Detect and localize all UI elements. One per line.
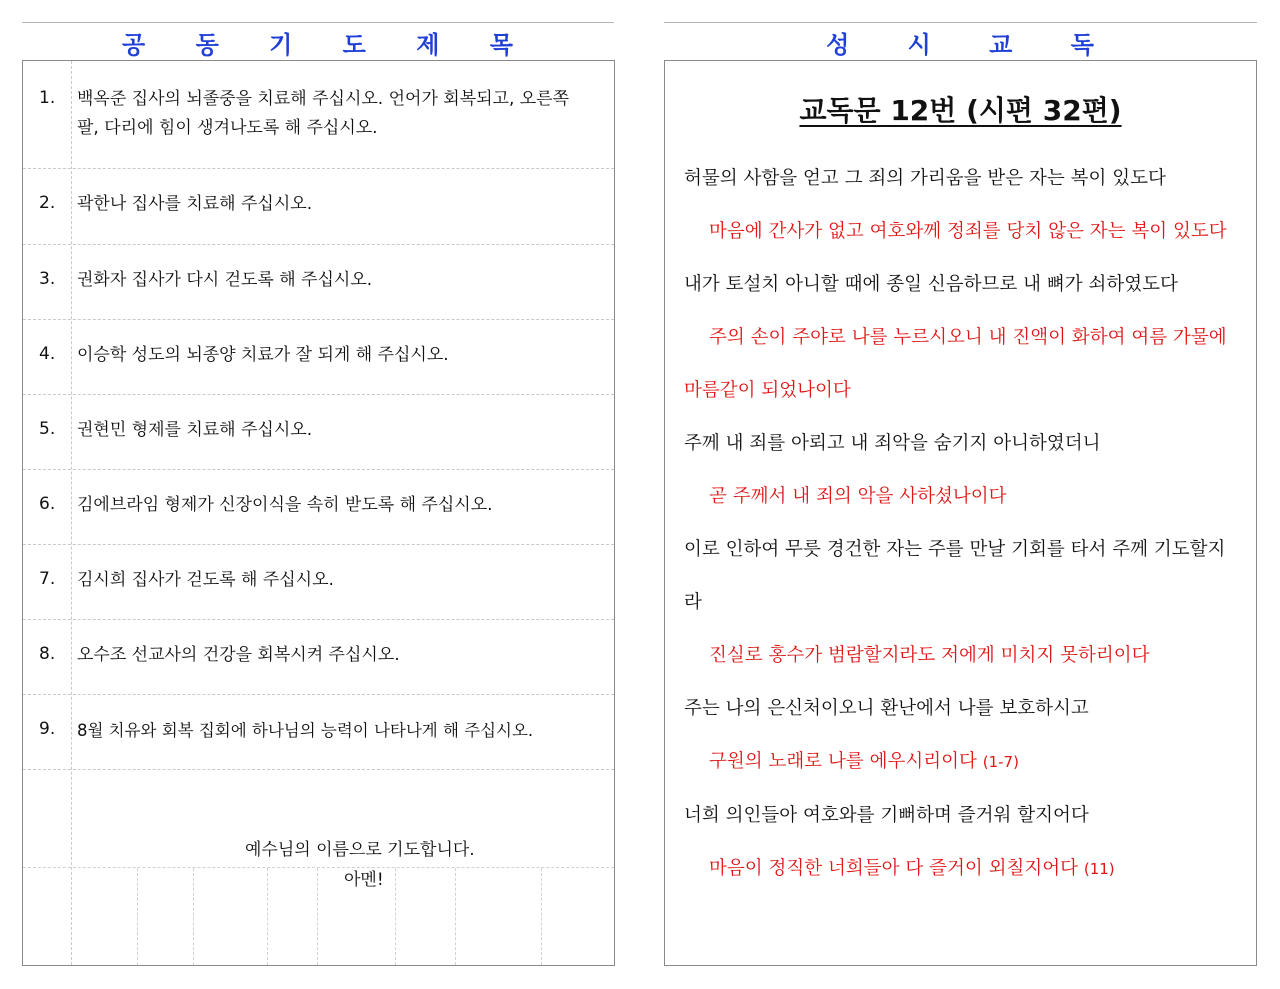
reading-title: [665, 89, 1256, 129]
verse-text: 내가 토설치 아니할 때에 종일 신음하므로 내 뼈가 쇠하였도다: [684, 274, 1178, 295]
amen-text: 아멘!: [344, 870, 384, 890]
responsive-reading: [684, 152, 1238, 896]
prayer-item-number: 7.: [39, 569, 56, 589]
verse-text: 주의 손이 주야로 나를 누르시오니 내 진액이 화하여 여름 가물에 마름같이 되었나이다: [684, 327, 1227, 401]
verse-text: 마음에 간사가 없고 여호와께 정죄를 당치 않은 자는 복이 있도다: [709, 221, 1227, 242]
verse-leader: [684, 789, 1238, 842]
prayer-item: [23, 395, 614, 470]
prayer-item-text: 김에브라임 형제가 신장이식을 속히 받도록 해 주십시오.: [77, 495, 493, 515]
verse-text: 이로 인하여 무릇 경건한 자는 주를 만날 기회를 타서 주께 기도할지라: [684, 539, 1226, 613]
prayer-item: [23, 620, 614, 695]
prayer-item-number: 9.: [39, 719, 56, 739]
reading-header: [664, 22, 1257, 59]
verse-congregation: [684, 735, 1238, 789]
prayer-item-text: 권현민 형제를 치료해 주십시오.: [77, 420, 313, 440]
verse-congregation: [684, 470, 1238, 523]
closing-prayer: [245, 835, 545, 895]
prayer-item: [23, 168, 614, 245]
prayer-item-text: 권화자 집사가 다시 걷도록 해 주십시오.: [77, 270, 373, 290]
prayer-item-text: 오수조 선교사의 건강을 회복시켜 주십시오.: [77, 645, 400, 665]
prayer-item-number: 8.: [39, 644, 56, 664]
prayer-item-number: 3.: [39, 269, 56, 289]
prayer-list-box: [22, 60, 615, 966]
verse-congregation: [684, 205, 1238, 258]
verse-text: 너희 의인들아 여호와를 기뻐하며 즐거워 할지어다: [684, 805, 1089, 826]
prayer-item: [23, 545, 614, 620]
verse-reference: (1-7): [982, 753, 1019, 771]
verse-congregation: [684, 311, 1238, 417]
grid-line: [137, 868, 138, 965]
verse-text: 주는 나의 은신처이오니 환난에서 나를 보호하시고: [684, 698, 1089, 719]
prayer-item-text: 김시희 집사가 걷도록 해 주십시오.: [77, 570, 334, 590]
verse-leader: [684, 523, 1238, 629]
prayer-item: [23, 470, 614, 545]
verse-text: 마음이 정직한 너희들아 다 즐거이 외칠지어다: [709, 858, 1078, 879]
verse-reference: (11): [1083, 860, 1115, 878]
prayer-item-number: 1.: [39, 88, 56, 108]
reading-box: [664, 60, 1257, 966]
verse-leader: [684, 682, 1238, 735]
closing-text: 예수님의 이름으로 기도합니다.: [245, 840, 475, 860]
verse-congregation: [684, 842, 1238, 896]
reading-title-text: 교독문 12번 (시편 32편): [799, 94, 1122, 127]
verse-text: 주께 내 죄를 아뢰고 내 죄악을 숨기지 아니하였더니: [684, 433, 1101, 454]
prayer-header: [22, 22, 614, 59]
verse-text: 허물의 사함을 얻고 그 죄의 가리움을 받은 자는 복이 있도다: [684, 168, 1166, 189]
prayer-item-text: 백옥준 집사의 뇌졸중을 치료해 주십시오. 언어가 회복되고, 오른쪽 팔, 다리에 힘이 생겨나도록 해 주십시오.: [77, 89, 570, 138]
prayer-item: [23, 320, 614, 395]
verse-text: 구원의 노래로 나를 에우시리이다: [709, 751, 977, 772]
verse-leader: [684, 258, 1238, 311]
prayer-item: [23, 695, 614, 770]
verse-leader: [684, 417, 1238, 470]
verse-text: 곧 주께서 내 죄의 악을 사하셨나이다: [709, 486, 1007, 507]
prayer-item-number: 4.: [39, 344, 56, 364]
prayer-item-text: 이승학 성도의 뇌종양 치료가 잘 되게 해 주십시오.: [77, 345, 449, 365]
prayer-header-title: 공 동 기 도 제 목: [122, 31, 514, 59]
verse-text: 진실로 홍수가 범람할지라도 저에게 미치지 못하리이다: [709, 645, 1150, 666]
prayer-item-number: 2.: [39, 193, 56, 213]
verse-congregation: [684, 629, 1238, 682]
prayer-item-text: 8월 치유와 회복 집회에 하나님의 능력이 나타나게 해 주십시오.: [77, 721, 534, 740]
verse-leader: [684, 152, 1238, 205]
prayer-item-text: 곽한나 집사를 치료해 주십시오.: [77, 194, 313, 214]
grid-line: [193, 868, 194, 965]
prayer-item-number: 6.: [39, 494, 56, 514]
prayer-item: [23, 245, 614, 320]
prayer-item-number: 5.: [39, 419, 56, 439]
prayer-item: [23, 61, 614, 169]
reading-header-title: 성 시 교 독: [826, 31, 1095, 59]
